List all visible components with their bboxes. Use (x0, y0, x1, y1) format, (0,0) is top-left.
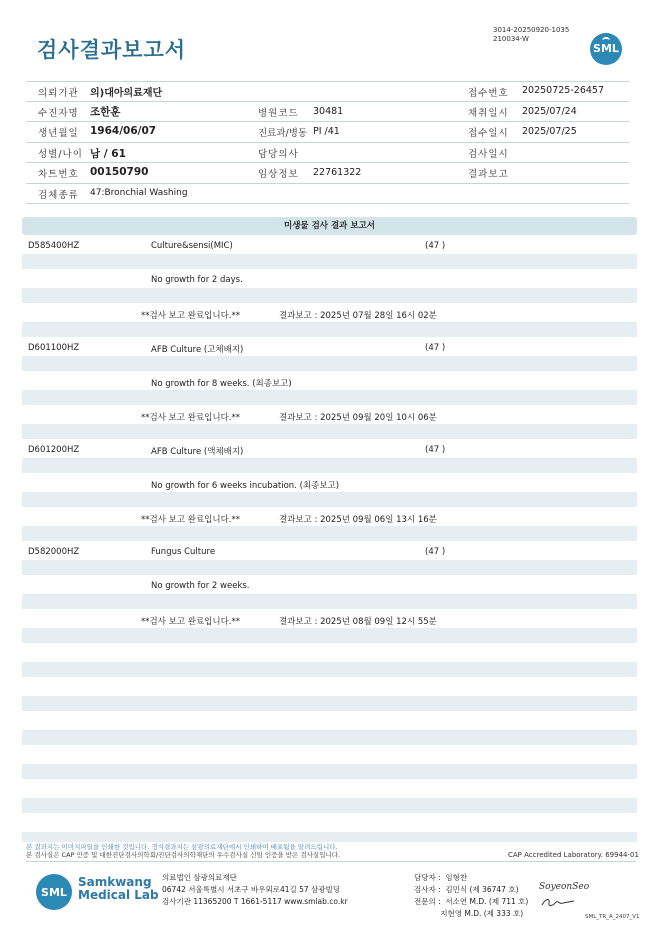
dept-value: PI /41 (313, 126, 340, 137)
row-stripe (22, 390, 637, 405)
test-name: Fungus Culture (151, 547, 216, 557)
test-reported: 결과보고 : 2025년 08월 09일 12시 55분 (279, 617, 437, 627)
test-result: No growth for 2 days. (151, 275, 243, 285)
document-id: 3014-20250920-1035 210034-W (493, 26, 570, 43)
sml-logo-icon: SML (590, 33, 622, 65)
clinical-value: 22761322 (313, 167, 362, 178)
sex-age-label: 성별/나이 (38, 149, 83, 160)
cap-accreditation: CAP Accredited Laboratory. 69944-01 (508, 851, 639, 859)
test-name: Culture&sensi(MIC) (151, 241, 233, 251)
form-number: SML_TR_A_2407_V1 (585, 914, 640, 920)
chart-no-value: 00150790 (90, 166, 149, 178)
row-stripe (22, 424, 637, 439)
row-stripe (22, 356, 637, 371)
row-stripe (22, 798, 637, 813)
staff-info: 담당자 : 임형찬 검사자 : 김민식 (제 36747 호) 전문의 : 서소연 M.D. (제 711 호) 지현영 M.D. (제 333 호) (414, 873, 529, 918)
test-specimen: (47 ) (425, 343, 446, 353)
test-reported: 결과보고 : 2025년 07월 28일 16시 02분 (279, 311, 437, 321)
test-name: AFB Culture (고체배지) (151, 345, 244, 355)
test-specimen: (47 ) (425, 241, 446, 251)
test-specimen: (47 ) (425, 547, 446, 557)
receipt-date-value: 2025/07/25 (522, 126, 577, 137)
sex-age-value: 남 / 61 (90, 148, 126, 160)
collect-date-label: 채취일시 (468, 108, 509, 119)
row-stripe (22, 628, 637, 643)
sml-logo-icon: SML (36, 874, 72, 910)
hosp-code-label: 병원코드 (258, 108, 299, 119)
test-reported: 결과보고 : 2025년 09월 20일 10시 06분 (279, 413, 437, 423)
signature: SoyeonSeo (539, 882, 590, 892)
test-result: No growth for 8 weeks. (최종보고) (151, 379, 292, 389)
divider (26, 203, 629, 204)
row-stripe (22, 288, 637, 303)
row-stripe (22, 526, 637, 541)
test-result: No growth for 6 weeks incubation. (최종보고) (151, 481, 340, 491)
divider (26, 81, 629, 82)
birth-value: 1964/06/07 (90, 125, 157, 137)
test-code: D601200HZ (28, 445, 80, 455)
examinee-label: 수진자명 (38, 108, 79, 119)
doctor-label: 담당의사 (258, 149, 299, 160)
req-org-label: 의뢰기관 (38, 88, 79, 99)
row-stripe (22, 492, 637, 507)
test-reported: 결과보고 : 2025년 09월 06일 13시 16분 (279, 515, 437, 525)
test-complete: **검사 보고 완료입니다.** (141, 413, 241, 423)
test-code: D585400HZ (28, 241, 80, 251)
receipt-date-label: 접수일시 (468, 128, 509, 139)
row-stripe (22, 730, 637, 745)
row-stripe (22, 662, 637, 677)
row-stripe (22, 764, 637, 779)
divider (26, 162, 629, 163)
brand-name: Samkwang Medical Lab (78, 875, 159, 902)
divider (26, 142, 629, 143)
row-stripe (22, 696, 637, 711)
test-complete: **검사 보고 완료입니다.** (141, 515, 241, 525)
section-title: 미생물 검사 결과 보고서 (22, 217, 637, 235)
divider (26, 101, 629, 102)
page-title: 검사결과보고서 (37, 38, 187, 62)
chart-no-label: 차트번호 (38, 169, 79, 180)
row-stripe (22, 254, 637, 269)
receipt-no-label: 접수번호 (468, 88, 509, 99)
req-org-value: 의)대아의료재단 (90, 88, 163, 99)
row-stripe (22, 594, 637, 609)
collect-date-value: 2025/07/24 (522, 106, 577, 117)
row-stripe (22, 322, 637, 337)
birth-label: 생년월일 (38, 128, 79, 139)
hosp-code-value: 30481 (313, 106, 344, 117)
divider (26, 861, 636, 862)
specimen-value: 47:Bronchial Washing (90, 188, 188, 198)
test-code: D601100HZ (28, 343, 80, 353)
receipt-no-value: 20250725-26457 (522, 85, 605, 96)
test-code: D582000HZ (28, 547, 80, 557)
specimen-label: 검체종류 (38, 190, 79, 201)
row-stripe (22, 458, 637, 473)
signature-icon (540, 894, 576, 913)
row-stripe (22, 832, 637, 842)
row-stripe (22, 560, 637, 575)
test-complete: **검사 보고 완료입니다.** (141, 617, 241, 627)
dept-label: 진료과/병동 (258, 128, 308, 139)
test-name: AFB Culture (액체배지) (151, 447, 244, 457)
divider (26, 183, 629, 184)
test-complete: **검사 보고 완료입니다.** (141, 311, 241, 321)
divider (26, 121, 629, 122)
test-date-label: 검사일시 (468, 149, 509, 160)
institution-info: 의료법인 삼광의료재단 06742 서울특별시 서초구 바우뫼로41길 57 삼광빌딩 검사기관 11365200 T 1661-5117 www.smlab.co.kr (162, 873, 348, 906)
test-specimen: (47 ) (425, 445, 446, 455)
examinee-value: 조한훈 (90, 106, 121, 118)
report-label: 결과보고 (468, 169, 509, 180)
footer-notice: 본 결과지는 이미지파일을 인쇄한 것입니다. 정식결과지는 삼광의료재단에서 인쇄하여 배포됨을 알려드립니다. 본 검사실은 CAP 인증 및 대한진단검사의학회/진단검사의학재단의 우수검사실 신임 인증을 받은 검사실입니다. (26, 843, 341, 859)
test-result: No growth for 2 weeks. (151, 581, 250, 591)
clinical-label: 임상정보 (258, 169, 299, 180)
